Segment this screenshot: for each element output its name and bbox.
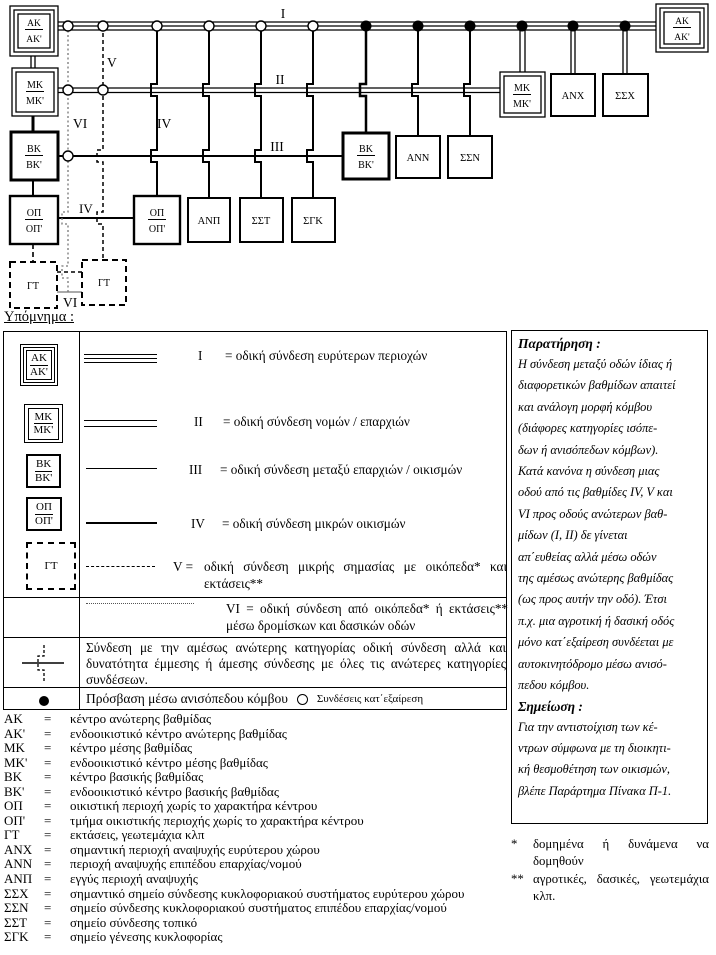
abbr-key: ΣΣΤ (4, 914, 28, 930)
legend-row-num-VI: VI = (226, 601, 254, 616)
label-level-IV-line: IV (79, 201, 93, 216)
symbol-mk-bottom: ΜΚ' (33, 424, 54, 437)
abbreviation-row (4, 785, 506, 800)
abbr-equals: = (44, 725, 52, 741)
observation-line: μίδων (I, II) δε γίνεται (518, 528, 628, 543)
label-level-I: I (280, 6, 286, 21)
symbol-op-top: ΟΠ (36, 501, 52, 513)
legend-table (3, 331, 507, 710)
observation-line: αυτοκινητόδρομο μέσω ανισό- (518, 656, 667, 671)
abbreviation-row (4, 828, 506, 843)
footnote-mark: ** (511, 872, 524, 886)
abbr-equals: = (44, 914, 52, 930)
abbr-key: ΣΓΚ (4, 929, 29, 945)
abbr-definition: ενδοοικιστικό κέντρο βασικής βαθμίδας (70, 783, 279, 799)
abbr-equals: = (44, 885, 52, 901)
abbr-definition: κέντρο ανώτερης βαθμίδας (70, 711, 212, 726)
node-bk-right (343, 133, 389, 179)
level-line-II (58, 88, 500, 93)
node-ak-left-bottom: ΑΚ' (26, 35, 42, 45)
observation-line: μόνο κατ΄εξαίρεση συνδέεται με (518, 635, 674, 650)
abbr-equals: = (44, 856, 52, 872)
abbr-definition: κέντρο μέσης βαθμίδας (70, 740, 193, 756)
abbr-key: ΓΤ (4, 827, 20, 843)
node-anx-label: ΑΝΧ (561, 91, 585, 102)
abbr-definition: περιοχή αναψυχής επιπέδου επαρχίας/νομού (70, 856, 302, 872)
line-sample-V (86, 566, 155, 567)
footnote (511, 871, 709, 904)
abbr-key: ΜΚ (4, 740, 25, 756)
connector-ak-mk (31, 56, 35, 68)
abbr-key: ΑΚ' (4, 725, 26, 741)
abbreviation-row (4, 770, 506, 785)
abbr-definition: ενδοοικιστικό κέντρο μέσης βαθμίδας (70, 754, 268, 770)
legend-title: Υπόμνημα : (4, 309, 74, 325)
node-ssx-label: ΣΣΧ (615, 91, 635, 102)
abbr-equals: = (44, 711, 52, 726)
abbr-definition: εκτάσεις, γεωτεμάχια κλπ (70, 827, 205, 843)
abbr-definition: τμήμα οικιστικής περιοχής χωρίς το χαρακτήρα κέντρου (70, 812, 364, 828)
node-mk-left-bottom: ΜΚ' (26, 96, 44, 107)
abbr-key: ΑΝΠ (4, 871, 33, 887)
observation-line: διαφορετικών βαθμίδων απαιτεί (518, 378, 676, 393)
node-ak-right-top: ΑΚ (675, 17, 689, 27)
abbr-key: ΒΚ' (4, 783, 25, 799)
note-line: ντρων σύμφωνα με τη διοικητι- (518, 740, 671, 755)
abbr-key: ΑΚ (4, 711, 23, 726)
abbr-equals: = (44, 841, 52, 857)
node-op-right-bottom: ΟΠ' (148, 224, 166, 235)
observation-line: Η σύνδεση μεταξύ οδών ίδιας ή (518, 357, 673, 371)
abbr-key: ΒΚ (4, 769, 23, 785)
line-sample-IV (86, 522, 157, 524)
legend-symbol-op (26, 497, 62, 531)
legend-row-desc-II: = οδική σύνδεση νομών / επαρχιών (223, 414, 410, 429)
node-op-left-bottom: ΟΠ' (25, 224, 43, 235)
node-ann-label: ΑΝΝ (406, 153, 430, 164)
node-op-left-top: ΟΠ (26, 208, 42, 219)
abbreviation-row (4, 756, 506, 771)
node-bk-right-bottom: ΒΚ' (358, 160, 374, 171)
abbr-equals: = (44, 812, 52, 828)
line-sample-VI (86, 603, 194, 604)
note-title: Σημείωση : (518, 698, 583, 714)
abbr-key: ΑΝΝ (4, 856, 33, 872)
access-row (86, 691, 506, 707)
symbol-op-bottom: ΟΠ' (35, 514, 53, 527)
table-column-divider (79, 332, 80, 709)
table-row-divider (4, 637, 506, 638)
note-line: κή θεσμοθέτηση των οικισμών, (518, 762, 670, 777)
abbr-definition: σημείο γένεσης κυκλοφορίας (70, 929, 223, 945)
legend-symbol-bk (26, 454, 61, 488)
abbr-definition: σημείο σύνδεσης κυκλοφοριακού συστήματος επιπέδου επαρχίας/νομού (70, 900, 447, 916)
symbol-ak-bottom: ΑΚ' (30, 365, 48, 378)
abbr-key: ΟΠ (4, 798, 23, 814)
observation-title: Παρατήρηση : (518, 336, 601, 351)
exception-note: Συνδέσεις κατ΄εξαίρεση (316, 693, 424, 705)
legend-symbol-mk (24, 404, 63, 443)
abbr-key: ΣΣΧ (4, 885, 29, 901)
abbr-definition: σημαντική περιοχή αναψυχής ευρύτερου χώρου (70, 841, 320, 857)
node-gt-left-label: ΓΤ (27, 281, 39, 292)
abbr-equals: = (44, 929, 52, 945)
abbreviation-list (4, 712, 506, 945)
abbreviation-row (4, 887, 506, 902)
abbr-definition: κέντρο βασικής βαθμίδας (70, 769, 204, 785)
node-ssn-label: ΣΣΝ (460, 153, 480, 164)
symbol-mk-top: ΜΚ (34, 410, 53, 423)
abbr-equals: = (44, 740, 52, 756)
abbreviation-row (4, 857, 506, 872)
road-network-diagram (0, 0, 716, 310)
abbr-key: ΟΠ' (4, 812, 26, 828)
abbreviation-row (4, 799, 506, 814)
observation-line: και ανάλογη μορφή κόμβου (518, 399, 653, 414)
grade-iii-verticals (360, 26, 470, 136)
access-note: Πρόσβαση μέσω ανισόπεδου κόμβου (86, 691, 288, 706)
abbreviation-row (4, 712, 506, 727)
legend-symbol-gt (26, 542, 76, 590)
line-sample-I (84, 354, 157, 363)
table-row-divider (4, 597, 506, 598)
footnote-text: αγροτικές, δασικές, γεωτεμάχια κλπ. (533, 872, 709, 903)
legend-symbol-ak (20, 344, 58, 386)
label-level-V: V (107, 55, 117, 70)
node-ak-left-top: ΑΚ (27, 19, 41, 29)
node-bk-left (11, 132, 58, 180)
line-sample-III (86, 468, 157, 469)
legend-row-desc-VI: οδική σύνδεση από οικόπεδα* ή εκτάσεις** μέσω δρομίσκων και δασικών οδών (226, 601, 509, 633)
abbreviation-row (4, 727, 506, 742)
abbr-equals: = (44, 827, 52, 843)
observation-line: δων ή ανισόπεδων κόμβων). (518, 442, 659, 457)
node-op-left (10, 196, 58, 244)
footnotes (511, 836, 709, 906)
junction-note: Σύνδεση με την αμέσως ανώτερης κατηγορίας οδική σύνδεση αλλά και δυνατότητα έμμεσης ή άμεσης σύνδεσης με όλες τις ανώτερες κατηγορίες συνδέσεων. (86, 640, 506, 688)
node-mk-right-top: ΜΚ (513, 83, 531, 94)
abbr-equals: = (44, 754, 52, 770)
abbr-definition: οικιστική περιοχή χωρίς το χαρακτήρα κέντρου (70, 798, 318, 814)
node-op-right-top: ΟΠ (149, 208, 165, 219)
node-mk-left (12, 68, 58, 116)
legend-row-num-II: II (194, 414, 203, 429)
legend-row-num-IV: IV (191, 516, 205, 531)
legend-row-num-I: I (198, 348, 203, 363)
abbr-key: ΜΚ' (4, 754, 28, 770)
observation-line: οδού από τις βαθμίδες IV, V και (518, 485, 673, 500)
legend-row-VI (226, 600, 508, 634)
note-line: Για την αντιστοίχιση των κέ- (518, 719, 658, 734)
observation-line: απ΄ευθείας αλλά μέσω οδών (518, 549, 657, 564)
legend-row-num-V: V = (173, 559, 194, 574)
abbr-equals: = (44, 871, 52, 887)
abbr-key: ΣΣΝ (4, 900, 29, 916)
label-level-IV: IV (157, 116, 172, 131)
symbol-bk-bottom: ΒΚ' (35, 471, 53, 484)
node-mk-left-top: ΜΚ (26, 80, 44, 91)
footnote-mark: * (511, 837, 518, 851)
abbr-equals: = (44, 900, 52, 916)
legend-row-desc-III: = οδική σύνδεση μεταξύ επαρχιών / οικισμών (220, 462, 463, 477)
grade-ii-verticals (520, 26, 627, 74)
observation-line: VI προς οδούς ανώτερων βαθ- (518, 506, 668, 521)
abbreviation-row (4, 930, 506, 945)
symbol-bk-top: ΒΚ (36, 458, 52, 470)
grade-v-vertical (97, 26, 103, 260)
junction-crossing-symbol (19, 642, 67, 684)
abbreviation-row (4, 872, 506, 887)
legend-row-num-III: III (189, 462, 203, 477)
grade-separated-dot-icon (39, 696, 49, 706)
legend-row-desc-IV: = οδική σύνδεση μικρών οικισμών (222, 516, 406, 531)
note-line: βλέπε Παράρτημα Πίνακα Π-1. (518, 783, 672, 798)
observation-box (511, 330, 708, 824)
footnote (511, 836, 709, 869)
node-bk-right-top: ΒΚ (359, 144, 373, 155)
node-ak-right (656, 4, 708, 52)
abbr-definition: εγγύς περιοχή αναψυχής (70, 871, 198, 887)
line-sample-II (84, 420, 157, 427)
observation-line: (διάφορες κατηγορίες ισόπε- (518, 421, 658, 436)
node-op-right (134, 196, 180, 244)
observation-line: της αμέσως ανώτερης βαθμίδας (518, 571, 674, 586)
node-anp-label: ΑΝΠ (197, 216, 221, 227)
symbol-gt-label: ΓΤ (44, 560, 58, 572)
observation-line: Κατά κανόνα η σύνδεση μιας (518, 464, 660, 479)
label-level-III: III (270, 139, 284, 154)
label-level-VI: VI (73, 116, 88, 131)
abbr-key: ΑΝΧ (4, 841, 33, 857)
legend-row-desc-V: οδική σύνδεση μικρής σημασίας με οικόπεδα* και εκτάσεις** (204, 559, 507, 591)
label-level-II: II (275, 72, 285, 87)
node-ak-right-bottom: ΑΚ' (674, 33, 690, 43)
node-gt-right-label: ΓΤ (98, 278, 110, 289)
abbr-definition: ενδοοικιστικό κέντρο ανώτερης βαθμίδας (70, 725, 287, 741)
abbreviation-row (4, 843, 506, 858)
abbr-definition: σημείο σύνδεσης τοπικό (70, 914, 198, 930)
label-level-VI-bottom: VI (63, 295, 78, 310)
footnote-text: δομημένα ή δυνάμενα να δομηθούν (533, 837, 709, 868)
node-bk-left-top: ΒΚ (27, 144, 41, 155)
observation-line: πεδου κόμβου. (518, 678, 590, 693)
abbreviation-row (4, 741, 506, 756)
abbr-definition: σημαντικό σημείο σύνδεσης κυκλοφοριακού συστήματος ευρύτερου χώρου (70, 885, 465, 901)
node-mk-right-bottom: ΜΚ' (513, 99, 531, 110)
abbr-equals: = (44, 783, 52, 799)
legend-row-desc-I: = οδική σύνδεση ευρύτερων περιοχών (225, 348, 428, 363)
grade-iv-verticals (151, 26, 313, 198)
abbr-equals: = (44, 798, 52, 814)
abbreviation-row (4, 814, 506, 829)
symbol-ak-top: ΑΚ (31, 352, 47, 364)
node-bk-left-bottom: ΒΚ' (26, 160, 42, 171)
abbreviation-row (4, 916, 506, 931)
node-ak-left (10, 6, 58, 56)
observation-line: π.χ. μια αγροτική ή δασική οδός (518, 613, 675, 628)
level-line-I (58, 22, 656, 30)
exception-circle-icon (297, 694, 308, 705)
abbr-equals: = (44, 769, 52, 785)
node-sst-label: ΣΣΤ (251, 216, 271, 227)
abbreviation-row (4, 901, 506, 916)
observation-line: (ως προς αυτήν την οδό). Έτσι (518, 592, 667, 607)
node-sgk-label: ΣΓΚ (303, 216, 323, 227)
